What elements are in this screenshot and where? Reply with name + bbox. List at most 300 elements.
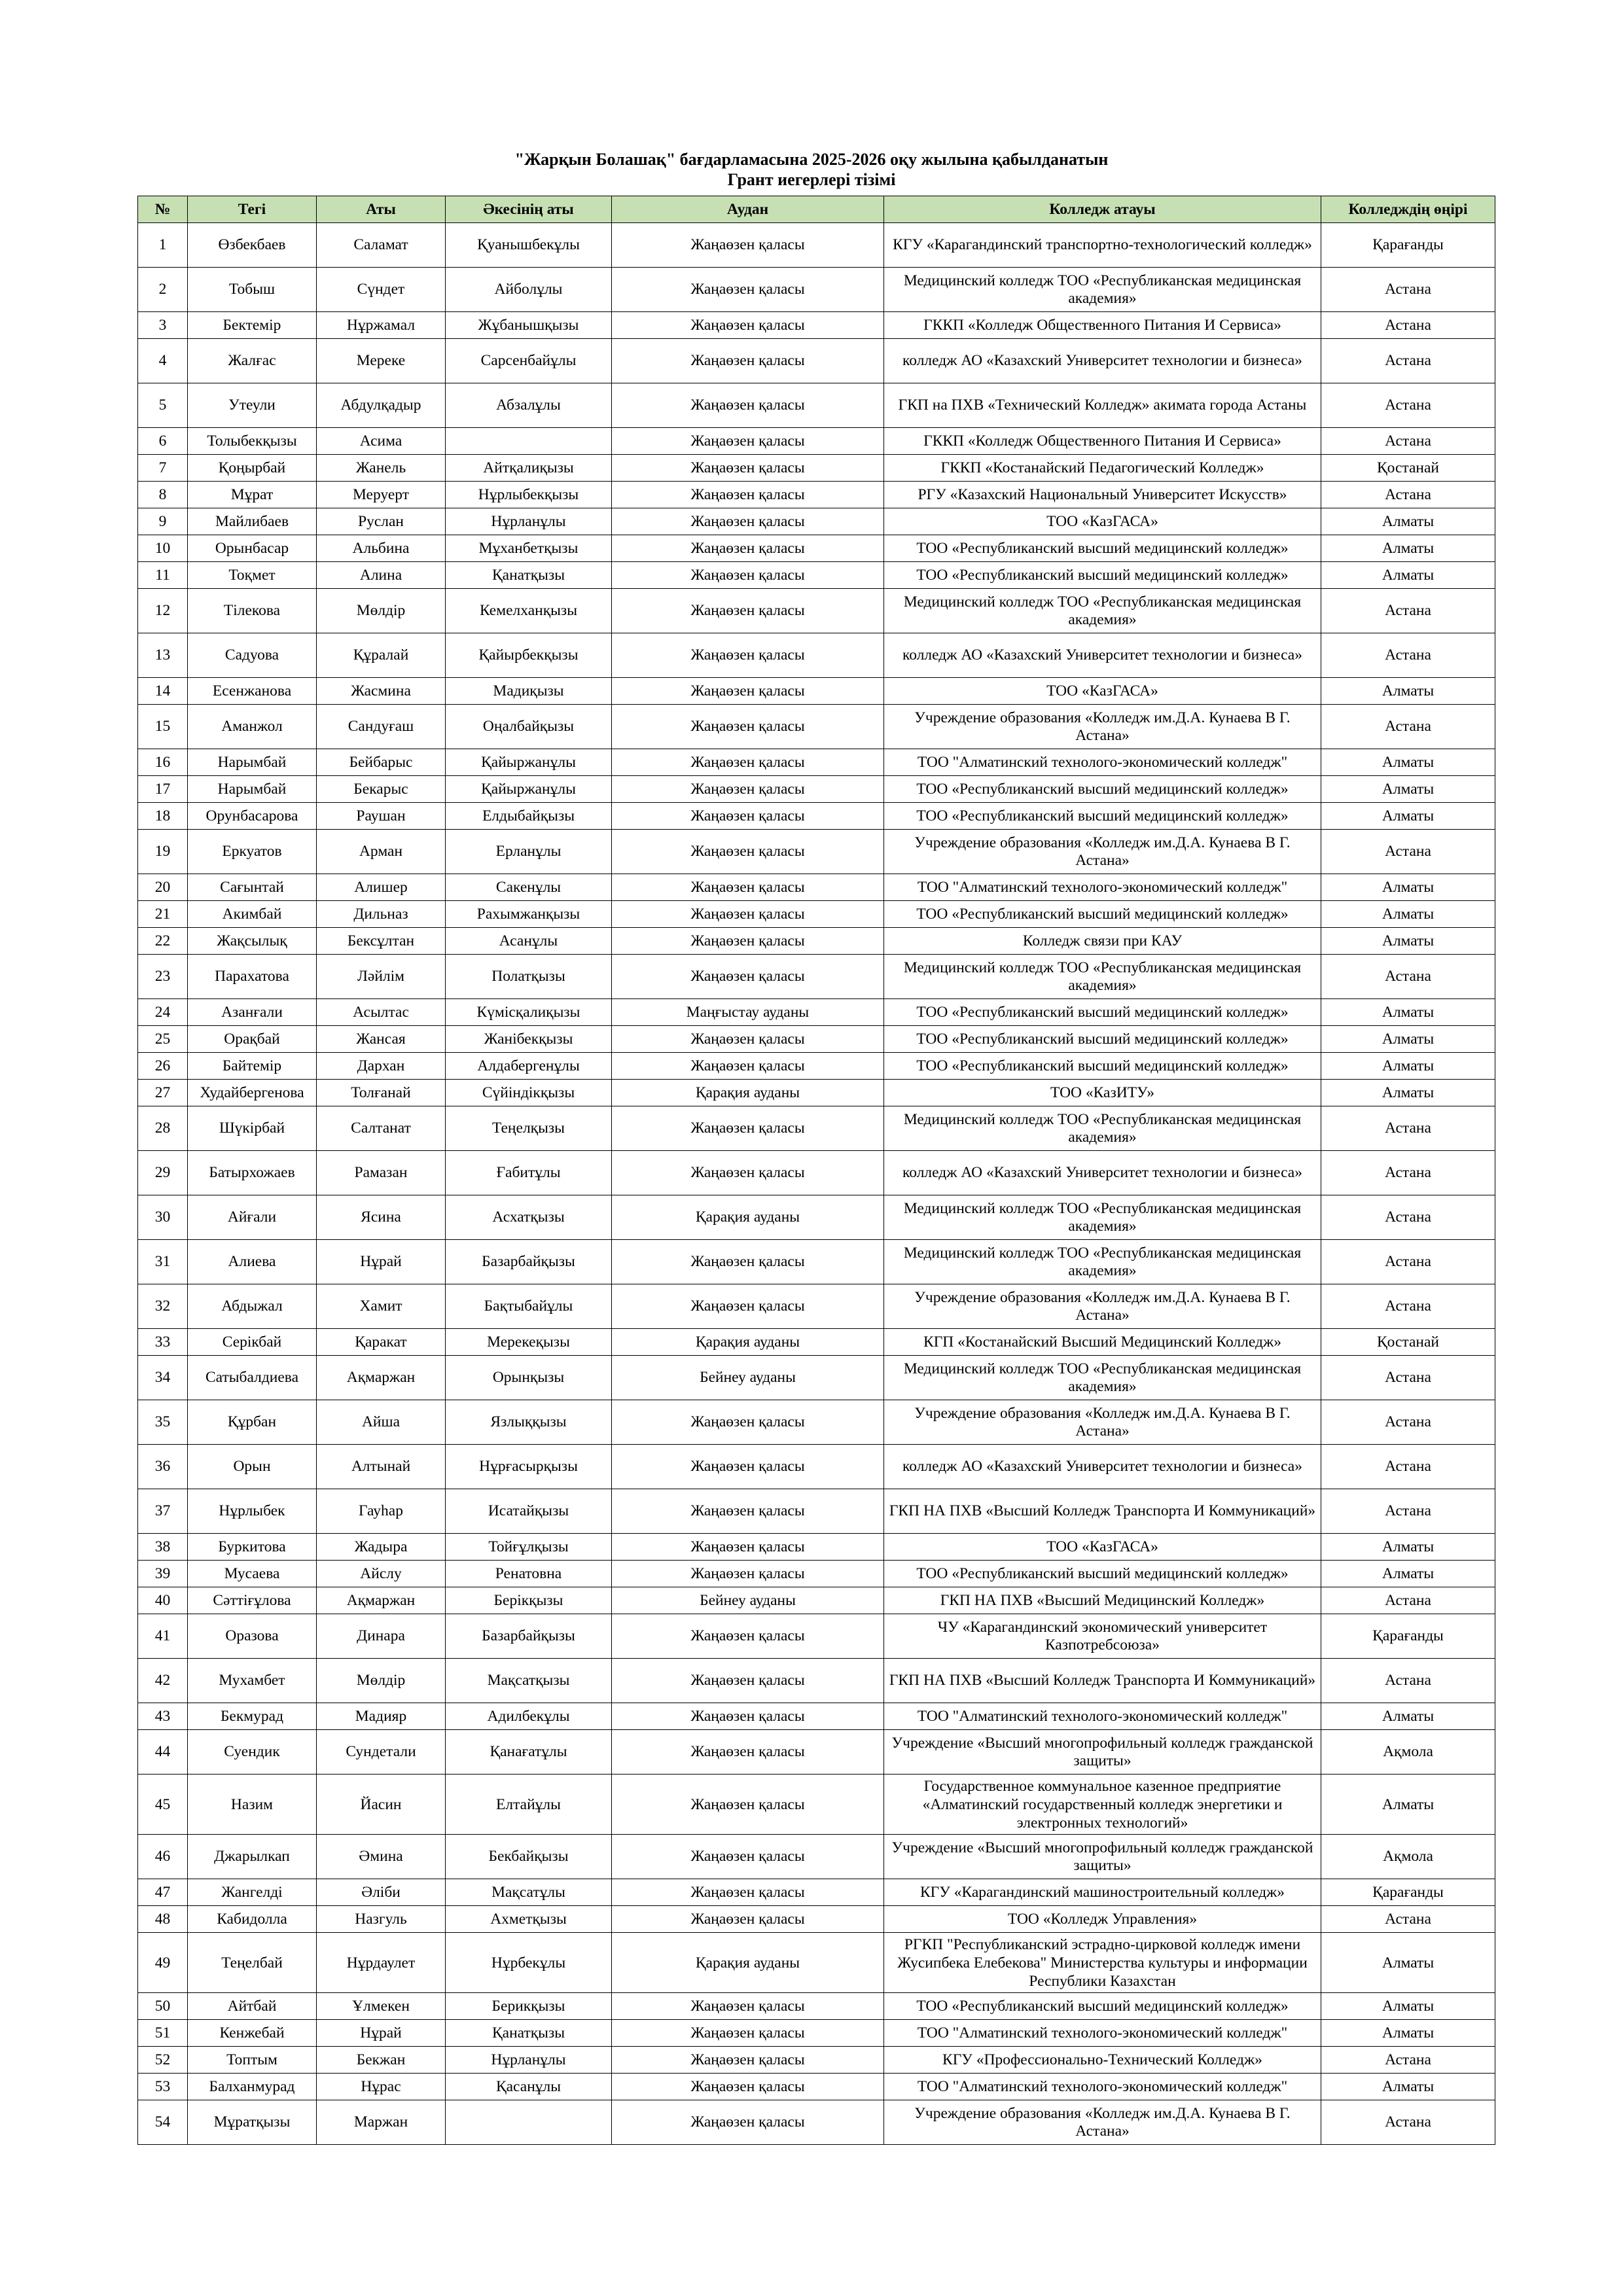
cell-college: КГУ «Профессионально-Технический Колледж» xyxy=(884,2047,1321,2074)
cell-last-name: Джарылкап xyxy=(188,1835,317,1879)
cell-patronymic: Нұрланұлы xyxy=(446,2047,612,2074)
cell-first-name: Мереке xyxy=(317,339,446,383)
cell-last-name: Құрбан xyxy=(188,1400,317,1445)
cell-district: Жаңаөзен қаласы xyxy=(612,830,884,874)
cell-region: Астана xyxy=(1321,1445,1495,1489)
document-title xyxy=(0,149,1623,190)
cell-college: Учреждение «Высший многопрофильный колледж гражданской защиты» xyxy=(884,1835,1321,1879)
cell-number: 51 xyxy=(138,2020,188,2047)
cell-first-name: Мөлдір xyxy=(317,589,446,633)
cell-region: Астана xyxy=(1321,705,1495,749)
cell-district: Жаңаөзен қаласы xyxy=(612,1400,884,1445)
cell-district: Жаңаөзен қаласы xyxy=(612,1879,884,1906)
cell-college: КГП «Костанайский Высший Медицинский Колледж» xyxy=(884,1329,1321,1356)
table-row xyxy=(138,339,1495,383)
cell-last-name: Топтым xyxy=(188,2047,317,2074)
cell-patronymic: Исатайқызы xyxy=(446,1489,612,1534)
cell-number: 35 xyxy=(138,1400,188,1445)
table-row xyxy=(138,312,1495,339)
cell-first-name: Арман xyxy=(317,830,446,874)
cell-number: 30 xyxy=(138,1195,188,1240)
cell-last-name: Нұрлыбек xyxy=(188,1489,317,1534)
cell-first-name: Жанель xyxy=(317,455,446,482)
cell-college: ТОО «КазГАСА» xyxy=(884,1534,1321,1561)
cell-first-name: Алишер xyxy=(317,874,446,901)
cell-number: 6 xyxy=(138,428,188,455)
cell-last-name: Байтемір xyxy=(188,1053,317,1080)
cell-number: 54 xyxy=(138,2100,188,2145)
cell-first-name: Нұржамал xyxy=(317,312,446,339)
cell-last-name: Теңелбай xyxy=(188,1933,317,1993)
cell-number: 4 xyxy=(138,339,188,383)
cell-college: ТОО «КазИТУ» xyxy=(884,1080,1321,1106)
cell-region: Қостанай xyxy=(1321,455,1495,482)
cell-region: Алматы xyxy=(1321,776,1495,803)
table-row xyxy=(138,955,1495,999)
cell-college: Государственное коммунальное казенное предприятие «Алматинский государственный колледж энергетики и электронных технологий» xyxy=(884,1775,1321,1835)
cell-number: 3 xyxy=(138,312,188,339)
table-row xyxy=(138,455,1495,482)
cell-last-name: Тілекова xyxy=(188,589,317,633)
cell-first-name: Жансая xyxy=(317,1026,446,1053)
cell-first-name: Айша xyxy=(317,1400,446,1445)
cell-patronymic: Ерланұлы xyxy=(446,830,612,874)
cell-region: Алматы xyxy=(1321,1080,1495,1106)
cell-region: Астана xyxy=(1321,1489,1495,1534)
cell-first-name: Ясина xyxy=(317,1195,446,1240)
cell-number: 12 xyxy=(138,589,188,633)
cell-last-name: Батырхожаев xyxy=(188,1151,317,1195)
cell-region: Алматы xyxy=(1321,901,1495,928)
cell-first-name: Нұрай xyxy=(317,2020,446,2047)
cell-region: Алматы xyxy=(1321,749,1495,776)
cell-district: Қарақия ауданы xyxy=(612,1933,884,1993)
cell-last-name: Абдыжал xyxy=(188,1284,317,1329)
cell-first-name: Асылтас xyxy=(317,999,446,1026)
cell-first-name: Меруерт xyxy=(317,482,446,508)
cell-number: 26 xyxy=(138,1053,188,1080)
cell-region: Алматы xyxy=(1321,803,1495,830)
cell-district: Жаңаөзен қаласы xyxy=(612,705,884,749)
cell-last-name: Азанғали xyxy=(188,999,317,1026)
cell-first-name: Бексұлтан xyxy=(317,928,446,955)
cell-last-name: Орынбасар xyxy=(188,535,317,562)
cell-last-name: Толыбекқызы xyxy=(188,428,317,455)
table-row xyxy=(138,1614,1495,1659)
cell-college: КГУ «Карагандинский транспортно-технологический колледж» xyxy=(884,223,1321,268)
cell-first-name: Абдулқадыр xyxy=(317,383,446,428)
cell-region: Алматы xyxy=(1321,928,1495,955)
cell-college: РГКП "Республиканский эстрадно-цирковой колледж имени Жусипбека Елебекова" Министерства культуры и информации Республики Казахстан xyxy=(884,1933,1321,1993)
cell-district: Жаңаөзен қаласы xyxy=(612,1489,884,1534)
cell-region: Астана xyxy=(1321,1240,1495,1284)
cell-patronymic: Жұбанышқызы xyxy=(446,312,612,339)
table-row xyxy=(138,2100,1495,2145)
table-body xyxy=(138,223,1495,2145)
cell-number: 23 xyxy=(138,955,188,999)
grant-recipients-table xyxy=(137,196,1495,2145)
cell-first-name: Құралай xyxy=(317,633,446,678)
cell-region: Астана xyxy=(1321,589,1495,633)
header-number: № xyxy=(138,196,188,223)
cell-number: 32 xyxy=(138,1284,188,1329)
table-row xyxy=(138,1356,1495,1400)
cell-patronymic xyxy=(446,428,612,455)
cell-number: 15 xyxy=(138,705,188,749)
cell-patronymic: Ғабитұлы xyxy=(446,1151,612,1195)
cell-number: 33 xyxy=(138,1329,188,1356)
cell-district: Жаңаөзен қаласы xyxy=(612,312,884,339)
cell-number: 43 xyxy=(138,1703,188,1730)
cell-college: ТОО «Республиканский высший медицинский колледж» xyxy=(884,1053,1321,1080)
cell-college: Медицинский колледж ТОО «Республиканская медицинская академия» xyxy=(884,1356,1321,1400)
cell-first-name: Альбина xyxy=(317,535,446,562)
cell-region: Астана xyxy=(1321,1906,1495,1933)
table-row xyxy=(138,1933,1495,1993)
cell-college: Учреждение образования «Колледж им.Д.А. Кунаева В Г. Астана» xyxy=(884,1284,1321,1329)
cell-college: ТОО «Республиканский высший медицинский колледж» xyxy=(884,1026,1321,1053)
cell-number: 28 xyxy=(138,1106,188,1151)
cell-last-name: Шүкірбай xyxy=(188,1106,317,1151)
cell-college: ТОО «Республиканский высший медицинский колледж» xyxy=(884,1993,1321,2020)
cell-region: Астана xyxy=(1321,1400,1495,1445)
cell-district: Жаңаөзен қаласы xyxy=(612,1026,884,1053)
cell-college: ГКП НА ПХВ «Высший Медицинский Колледж» xyxy=(884,1587,1321,1614)
header-region: Колледждің өңірі xyxy=(1321,196,1495,223)
cell-first-name: Назгуль xyxy=(317,1906,446,1933)
cell-last-name: Бекмурад xyxy=(188,1703,317,1730)
cell-district: Жаңаөзен қаласы xyxy=(612,508,884,535)
cell-number: 29 xyxy=(138,1151,188,1195)
cell-region: Астана xyxy=(1321,383,1495,428)
cell-region: Алматы xyxy=(1321,1933,1495,1993)
cell-region: Алматы xyxy=(1321,678,1495,705)
cell-college: ГКП НА ПХВ «Высший Колледж Транспорта И Коммуникаций» xyxy=(884,1659,1321,1703)
table-row xyxy=(138,2020,1495,2047)
cell-region: Астана xyxy=(1321,482,1495,508)
cell-college: КГУ «Карагандинский машиностроительный колледж» xyxy=(884,1879,1321,1906)
cell-college: колледж АО «Казахский Университет технологии и бизнеса» xyxy=(884,633,1321,678)
cell-college: ТОО "Алматинский технолого-экономический колледж" xyxy=(884,874,1321,901)
cell-district: Жаңаөзен қаласы xyxy=(612,1614,884,1659)
title-line-1: "Жарқын Болашақ" бағдарламасына 2025-2026 оқу жылына қабылданатын xyxy=(514,150,1109,169)
cell-patronymic: Теңелқызы xyxy=(446,1106,612,1151)
cell-last-name: Сәттіғұлова xyxy=(188,1587,317,1614)
cell-region: Алматы xyxy=(1321,1561,1495,1587)
cell-patronymic: Қайыржанұлы xyxy=(446,776,612,803)
table-row xyxy=(138,803,1495,830)
cell-first-name: Толғанай xyxy=(317,1080,446,1106)
cell-district: Жаңаөзен қаласы xyxy=(612,1730,884,1775)
cell-patronymic: Жанібекқызы xyxy=(446,1026,612,1053)
cell-last-name: Серікбай xyxy=(188,1329,317,1356)
cell-college: Учреждение образования «Колледж им.Д.А. Кунаева В Г. Астана» xyxy=(884,2100,1321,2145)
table-row xyxy=(138,1400,1495,1445)
cell-first-name: Асима xyxy=(317,428,446,455)
table-row xyxy=(138,830,1495,874)
cell-patronymic: Кемелханқызы xyxy=(446,589,612,633)
cell-patronymic: Нұрғасырқызы xyxy=(446,1445,612,1489)
cell-region: Алматы xyxy=(1321,508,1495,535)
cell-first-name: Мөлдір xyxy=(317,1659,446,1703)
header-district: Аудан xyxy=(612,196,884,223)
cell-district: Қарақия ауданы xyxy=(612,1195,884,1240)
cell-college: Учреждение образования «Колледж им.Д.А. Кунаева В Г. Астана» xyxy=(884,1400,1321,1445)
table-row xyxy=(138,1730,1495,1775)
cell-last-name: Жақсылық xyxy=(188,928,317,955)
table-row xyxy=(138,383,1495,428)
cell-patronymic: Елдыбайқызы xyxy=(446,803,612,830)
cell-first-name: Әліби xyxy=(317,1879,446,1906)
cell-first-name: Раушан xyxy=(317,803,446,830)
cell-number: 2 xyxy=(138,268,188,312)
table-row xyxy=(138,1703,1495,1730)
table-row xyxy=(138,1775,1495,1835)
cell-region: Алматы xyxy=(1321,1534,1495,1561)
cell-college: ТОО "Алматинский технолого-экономический колледж" xyxy=(884,2074,1321,2100)
cell-number: 53 xyxy=(138,2074,188,2100)
cell-patronymic: Айтқалиқызы xyxy=(446,455,612,482)
cell-patronymic: Елтайұлы xyxy=(446,1775,612,1835)
cell-first-name: Йасин xyxy=(317,1775,446,1835)
cell-college: Учреждение образования «Колледж им.Д.А. Кунаева В Г. Астана» xyxy=(884,705,1321,749)
cell-number: 37 xyxy=(138,1489,188,1534)
cell-region: Астана xyxy=(1321,633,1495,678)
cell-college: ТОО «Республиканский высший медицинский колледж» xyxy=(884,1561,1321,1587)
cell-college: ТОО "Алматинский технолого-экономический колледж" xyxy=(884,1703,1321,1730)
cell-first-name: Рамазан xyxy=(317,1151,446,1195)
cell-region: Қарағанды xyxy=(1321,223,1495,268)
table-row xyxy=(138,1284,1495,1329)
cell-first-name: Әмина xyxy=(317,1835,446,1879)
cell-patronymic: Айболұлы xyxy=(446,268,612,312)
cell-patronymic: Асхатқызы xyxy=(446,1195,612,1240)
cell-patronymic: Ренатовна xyxy=(446,1561,612,1587)
table-row xyxy=(138,1561,1495,1587)
header-last-name: Тегі xyxy=(188,196,317,223)
cell-patronymic: Күмісқалиқызы xyxy=(446,999,612,1026)
cell-patronymic: Адилбекұлы xyxy=(446,1703,612,1730)
table-header xyxy=(138,196,1495,223)
cell-region: Алматы xyxy=(1321,2020,1495,2047)
cell-last-name: Акимбай xyxy=(188,901,317,928)
cell-number: 17 xyxy=(138,776,188,803)
header-college: Колледж атауы xyxy=(884,196,1321,223)
cell-patronymic: Мақсатқызы xyxy=(446,1659,612,1703)
cell-region: Алматы xyxy=(1321,999,1495,1026)
cell-number: 19 xyxy=(138,830,188,874)
cell-number: 24 xyxy=(138,999,188,1026)
cell-patronymic: Нұрлыбекқызы xyxy=(446,482,612,508)
cell-patronymic: Берикқызы xyxy=(446,1993,612,2020)
cell-district: Жаңаөзен қаласы xyxy=(612,776,884,803)
cell-district: Бейнеу ауданы xyxy=(612,1587,884,1614)
cell-district: Жаңаөзен қаласы xyxy=(612,2047,884,2074)
cell-last-name: Утеули xyxy=(188,383,317,428)
cell-region: Астана xyxy=(1321,2100,1495,2145)
cell-first-name: Саламат xyxy=(317,223,446,268)
cell-last-name: Парахатова xyxy=(188,955,317,999)
cell-last-name: Мұратқызы xyxy=(188,2100,317,2145)
cell-last-name: Сағынтай xyxy=(188,874,317,901)
cell-number: 21 xyxy=(138,901,188,928)
table-row xyxy=(138,223,1495,268)
cell-last-name: Қоңырбай xyxy=(188,455,317,482)
cell-region: Алматы xyxy=(1321,535,1495,562)
table-row xyxy=(138,482,1495,508)
cell-college: Медицинский колледж ТОО «Республиканская медицинская академия» xyxy=(884,1240,1321,1284)
cell-district: Жаңаөзен қаласы xyxy=(612,1906,884,1933)
cell-patronymic: Қанатқызы xyxy=(446,562,612,589)
cell-college: ГККП «Костанайский Педагогический Колледж» xyxy=(884,455,1321,482)
cell-region: Астана xyxy=(1321,1659,1495,1703)
cell-district: Жаңаөзен қаласы xyxy=(612,1534,884,1561)
table-row xyxy=(138,776,1495,803)
cell-patronymic: Базарбайқызы xyxy=(446,1614,612,1659)
cell-last-name: Тоқмет xyxy=(188,562,317,589)
cell-district: Қарақия ауданы xyxy=(612,1080,884,1106)
table-row xyxy=(138,1195,1495,1240)
cell-last-name: Мухамбет xyxy=(188,1659,317,1703)
cell-number: 22 xyxy=(138,928,188,955)
cell-last-name: Майлибаев xyxy=(188,508,317,535)
cell-number: 13 xyxy=(138,633,188,678)
header-patronymic: Әкесінің аты xyxy=(446,196,612,223)
cell-college: ТОО «КазГАСА» xyxy=(884,508,1321,535)
cell-number: 1 xyxy=(138,223,188,268)
cell-college: РГУ «Казахский Национальный Университет Искусств» xyxy=(884,482,1321,508)
cell-number: 34 xyxy=(138,1356,188,1400)
cell-first-name: Жасмина xyxy=(317,678,446,705)
cell-last-name: Садуова xyxy=(188,633,317,678)
cell-last-name: Айғали xyxy=(188,1195,317,1240)
cell-patronymic: Қуанышбекұлы xyxy=(446,223,612,268)
cell-district: Жаңаөзен қаласы xyxy=(612,1053,884,1080)
cell-first-name: Дильназ xyxy=(317,901,446,928)
cell-district: Жаңаөзен қаласы xyxy=(612,482,884,508)
cell-last-name: Балханмурад xyxy=(188,2074,317,2100)
cell-first-name: Сүндет xyxy=(317,268,446,312)
cell-region: Астана xyxy=(1321,2047,1495,2074)
cell-last-name: Тобыш xyxy=(188,268,317,312)
cell-number: 46 xyxy=(138,1835,188,1879)
cell-last-name: Өзбекбаев xyxy=(188,223,317,268)
cell-region: Астана xyxy=(1321,955,1495,999)
cell-first-name: Нұрай xyxy=(317,1240,446,1284)
cell-region: Алматы xyxy=(1321,1993,1495,2020)
cell-patronymic: Ахметқызы xyxy=(446,1906,612,1933)
cell-district: Жаңаөзен қаласы xyxy=(612,1993,884,2020)
table-row xyxy=(138,562,1495,589)
cell-last-name: Алиева xyxy=(188,1240,317,1284)
table-row xyxy=(138,589,1495,633)
cell-district: Жаңаөзен қаласы xyxy=(612,1240,884,1284)
cell-district: Жаңаөзен қаласы xyxy=(612,1284,884,1329)
cell-district: Жаңаөзен қаласы xyxy=(612,589,884,633)
cell-college: колледж АО «Казахский Университет технологии и бизнеса» xyxy=(884,339,1321,383)
cell-district: Жаңаөзен қаласы xyxy=(612,749,884,776)
cell-last-name: Бектемір xyxy=(188,312,317,339)
cell-number: 44 xyxy=(138,1730,188,1775)
cell-first-name: Сундетали xyxy=(317,1730,446,1775)
cell-first-name: Алтынай xyxy=(317,1445,446,1489)
cell-region: Ақмола xyxy=(1321,1835,1495,1879)
cell-college: Колледж связи при КАУ xyxy=(884,928,1321,955)
cell-number: 50 xyxy=(138,1993,188,2020)
cell-last-name: Орақбай xyxy=(188,1026,317,1053)
table-row xyxy=(138,1053,1495,1080)
cell-patronymic: Бекбайқызы xyxy=(446,1835,612,1879)
cell-number: 27 xyxy=(138,1080,188,1106)
cell-patronymic: Қанатқызы xyxy=(446,2020,612,2047)
table-row xyxy=(138,1026,1495,1053)
cell-patronymic: Орынқызы xyxy=(446,1356,612,1400)
table-row xyxy=(138,1534,1495,1561)
cell-district: Жаңаөзен қаласы xyxy=(612,562,884,589)
cell-region: Астана xyxy=(1321,428,1495,455)
table-row xyxy=(138,1240,1495,1284)
title-line-2: Грант иегерлері тізімі xyxy=(727,170,896,189)
cell-region: Астана xyxy=(1321,1587,1495,1614)
table-row xyxy=(138,678,1495,705)
cell-number: 45 xyxy=(138,1775,188,1835)
cell-first-name: Алина xyxy=(317,562,446,589)
cell-district: Қарақия ауданы xyxy=(612,1329,884,1356)
cell-first-name: Айслу xyxy=(317,1561,446,1587)
cell-district: Жаңаөзен қаласы xyxy=(612,1445,884,1489)
cell-number: 7 xyxy=(138,455,188,482)
cell-region: Алматы xyxy=(1321,562,1495,589)
table-row xyxy=(138,901,1495,928)
table-row xyxy=(138,535,1495,562)
table-row xyxy=(138,268,1495,312)
cell-number: 49 xyxy=(138,1933,188,1993)
cell-college: ГККП «Колледж Общественного Питания И Сервиса» xyxy=(884,312,1321,339)
cell-district: Жаңаөзен қаласы xyxy=(612,428,884,455)
cell-college: колледж АО «Казахский Университет технологии и бизнеса» xyxy=(884,1445,1321,1489)
table-row xyxy=(138,1080,1495,1106)
cell-last-name: Айтбай xyxy=(188,1993,317,2020)
cell-number: 14 xyxy=(138,678,188,705)
cell-college: ТОО «Республиканский высший медицинский колледж» xyxy=(884,535,1321,562)
cell-number: 52 xyxy=(138,2047,188,2074)
cell-district: Жаңаөзен қаласы xyxy=(612,874,884,901)
cell-number: 10 xyxy=(138,535,188,562)
cell-last-name: Кенжебай xyxy=(188,2020,317,2047)
cell-district: Жаңаөзен қаласы xyxy=(612,1151,884,1195)
cell-patronymic: Сакенұлы xyxy=(446,874,612,901)
cell-college: Учреждение «Высший многопрофильный колледж гражданской защиты» xyxy=(884,1730,1321,1775)
cell-college: ТОО "Алматинский технолого-экономический колледж" xyxy=(884,2020,1321,2047)
cell-college: ГКП на ПХВ «Технический Колледж» акимата города Астаны xyxy=(884,383,1321,428)
table-row xyxy=(138,1329,1495,1356)
table-row xyxy=(138,1489,1495,1534)
cell-region: Алматы xyxy=(1321,1026,1495,1053)
cell-district: Жаңаөзен қаласы xyxy=(612,633,884,678)
header-first-name: Аты xyxy=(317,196,446,223)
cell-district: Жаңаөзен қаласы xyxy=(612,678,884,705)
cell-district: Жаңаөзен қаласы xyxy=(612,339,884,383)
cell-college: ТОО «Республиканский высший медицинский колледж» xyxy=(884,803,1321,830)
cell-patronymic: Сарсенбайұлы xyxy=(446,339,612,383)
cell-last-name: Нарымбай xyxy=(188,749,317,776)
table-row xyxy=(138,1106,1495,1151)
cell-last-name: Сатыбалдиева xyxy=(188,1356,317,1400)
cell-patronymic: Қайыржанұлы xyxy=(446,749,612,776)
cell-district: Жаңаөзен қаласы xyxy=(612,535,884,562)
table-row xyxy=(138,1993,1495,2020)
cell-patronymic: Мадиқызы xyxy=(446,678,612,705)
